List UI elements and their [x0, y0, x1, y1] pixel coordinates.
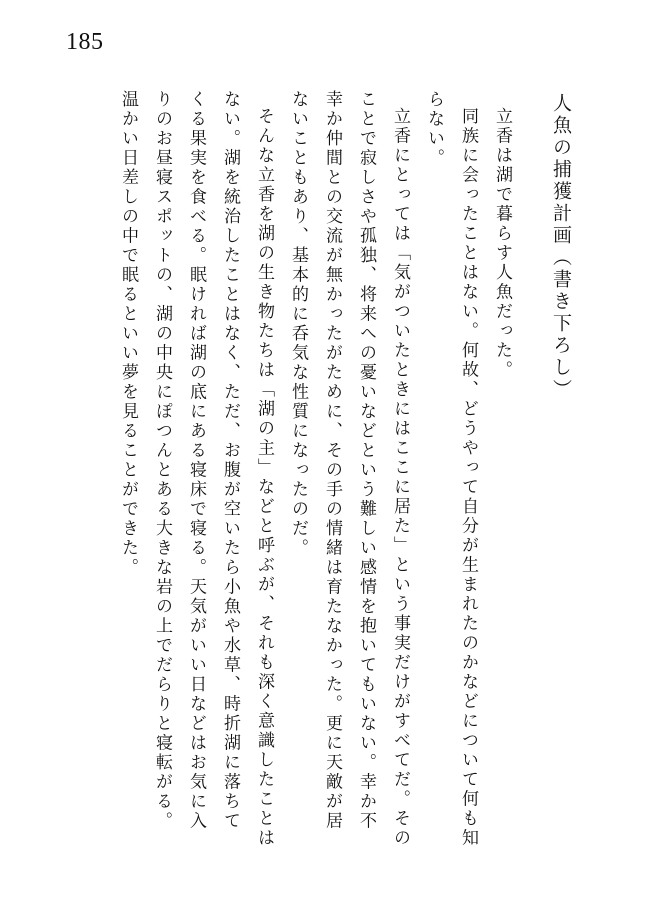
paragraph: 同族に会ったことはない。何故、どうやって自分が生まれたのかなどについて何も知らない。 — [424, 90, 478, 848]
paragraph: 立香は湖で暮らす人魚だった。 — [492, 107, 512, 380]
page-number: 185 — [66, 29, 104, 55]
paragraph: そんな立香を湖の生き物たちは「湖の主」などと呼ぶが、それも深く意識したことはない。湖を統治したことはなく、ただ、お腹が空いたら小魚や水草、時折湖に落ちてくる果実を食べる。眠ければ湖の底にある寝床で寝る。天気がいい日などはお気に入りのお昼寝スポットの、湖の中央にぽつんとある大きな岩の上でだらりと寝転がる。温かい日差しの中で眠るといい夢を見ることができた。 — [118, 90, 274, 848]
vertical-text-body — [111, 90, 579, 850]
chapter-title: 人魚の捕獲計画（書き下ろし） — [550, 93, 572, 401]
paragraph: 立香にとっては「気がついたときにはここに居た」という事実だけがすべてだ。そのことで寂しさや孤独、将来への憂いなどという難しい感情を抱いてもいない。幸か不幸か仲間との交流が無かったがために、その手の情緒は育たなかった。更に天敵が居ないこともあり、基本的に呑気な性質になったのだ。 — [288, 90, 410, 848]
